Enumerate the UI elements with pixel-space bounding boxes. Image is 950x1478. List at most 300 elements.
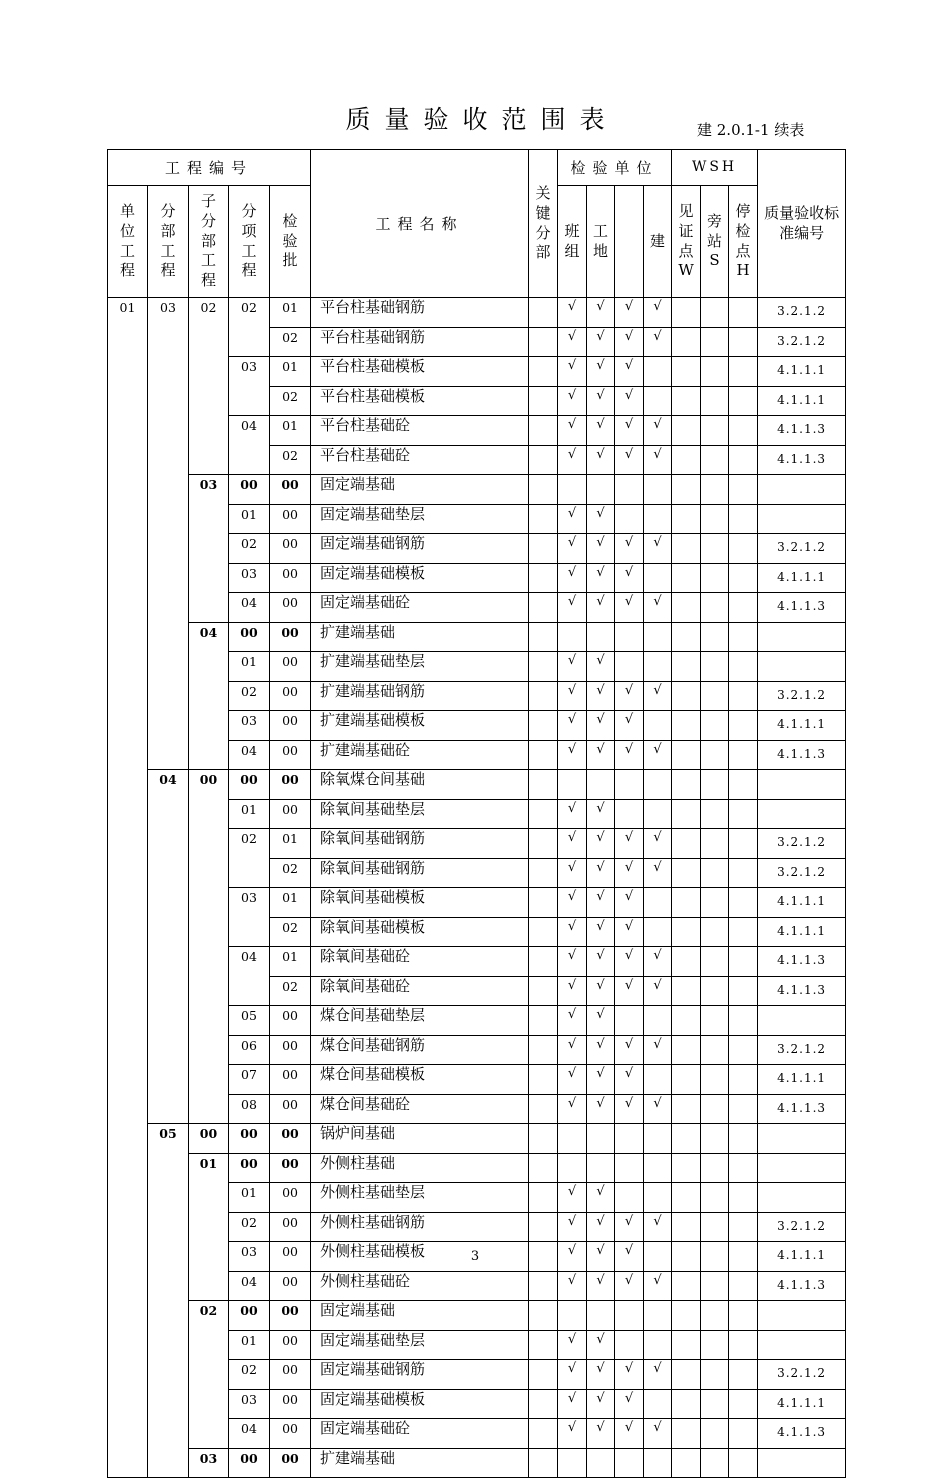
project-name: 外侧柱基础 [311,1153,529,1183]
wsh-h-cell [729,1330,758,1360]
standard-number: 4.1.1.3 [758,416,846,446]
check-mark [644,504,672,534]
wsh-w-cell [672,1419,701,1449]
standard-number: 4.1.1.3 [758,445,846,475]
standard-number: 4.1.1.3 [758,976,846,1006]
check-mark: √ [587,386,615,416]
table-reference: 建 2.0.1-1 续表 [697,121,805,139]
item-code: 03 [229,888,270,947]
key-division-cell [529,740,558,770]
project-name: 外侧柱基础模板 [311,1242,529,1272]
key-division-cell [529,858,558,888]
standard-number: 4.1.1.1 [758,563,846,593]
check-mark [615,1006,644,1036]
header-build: 建 [644,186,672,298]
batch-code: 00 [270,1153,311,1183]
project-name: 固定端基础钢筋 [311,534,529,564]
batch-code: 00 [270,1360,311,1390]
wsh-h-cell [729,357,758,387]
item-code: 02 [229,298,270,357]
batch-code: 00 [270,563,311,593]
batch-code: 00 [270,1389,311,1419]
wsh-s-cell [701,1006,729,1036]
project-name: 平台柱基础钢筋 [311,298,529,328]
check-mark: √ [558,1212,587,1242]
standard-number: 4.1.1.3 [758,1271,846,1301]
header-batch: 检验批 [270,186,311,298]
wsh-s-cell [701,1212,729,1242]
standard-number: 4.1.1.3 [758,1094,846,1124]
wsh-w-cell [672,681,701,711]
batch-code: 00 [270,1419,311,1449]
check-mark: √ [587,858,615,888]
check-mark: √ [644,416,672,446]
wsh-h-cell [729,416,758,446]
header-side-s: 旁站S [701,186,729,298]
wsh-h-cell [729,711,758,741]
project-name: 锅炉间基础 [311,1124,529,1154]
key-division-cell [529,416,558,446]
check-mark: √ [558,445,587,475]
wsh-w-cell [672,829,701,859]
check-mark: √ [615,1212,644,1242]
wsh-s-cell [701,1124,729,1154]
standard-number [758,475,846,505]
project-name: 平台柱基础模板 [311,386,529,416]
standard-number: 4.1.1.1 [758,1389,846,1419]
key-division-cell [529,534,558,564]
standard-number [758,1448,846,1478]
item-code: 00 [229,1448,270,1478]
standard-number: 4.1.1.3 [758,947,846,977]
wsh-w-cell [672,1065,701,1095]
wsh-w-cell [672,1360,701,1390]
check-mark: √ [644,327,672,357]
check-mark: √ [644,1094,672,1124]
key-division-cell [529,1183,558,1213]
key-division-cell [529,445,558,475]
key-division-cell [529,386,558,416]
check-mark: √ [644,858,672,888]
check-mark: √ [644,1360,672,1390]
wsh-s-cell [701,711,729,741]
key-division-cell [529,1448,558,1478]
wsh-s-cell [701,593,729,623]
check-mark: √ [558,1065,587,1095]
check-mark [644,386,672,416]
wsh-h-cell [729,858,758,888]
check-mark [615,770,644,800]
wsh-s-cell [701,1183,729,1213]
check-mark [644,799,672,829]
project-name: 固定端基础砼 [311,593,529,623]
standard-number: 4.1.1.1 [758,888,846,918]
project-name: 固定端基础垫层 [311,1330,529,1360]
page-title: 质量验收范围表 [345,105,619,134]
standard-number: 3.2.1.2 [758,829,846,859]
check-mark: √ [587,1035,615,1065]
subdivision-code: 03 [189,475,229,623]
wsh-w-cell [672,1006,701,1036]
item-code: 00 [229,1301,270,1331]
item-code: 02 [229,1212,270,1242]
check-mark: √ [587,298,615,328]
check-mark: √ [615,327,644,357]
batch-code: 01 [270,829,311,859]
check-mark: √ [558,386,587,416]
check-mark: √ [558,1006,587,1036]
header-key-division: 关键分部 [529,150,558,298]
item-code: 02 [229,1360,270,1390]
item-code: 04 [229,1419,270,1449]
header-subdivision: 子分部工程 [189,186,229,298]
batch-code: 01 [270,298,311,328]
item-code: 04 [229,740,270,770]
project-name: 固定端基础 [311,475,529,505]
wsh-w-cell [672,770,701,800]
standard-number: 4.1.1.1 [758,357,846,387]
check-mark: √ [587,534,615,564]
check-mark [644,711,672,741]
batch-code: 00 [270,504,311,534]
key-division-cell [529,1271,558,1301]
check-mark [644,1389,672,1419]
check-mark [644,888,672,918]
unit-code: 01 [108,298,148,1478]
header-wsh: WSH [672,150,758,186]
subdivision-code: 02 [189,298,229,475]
wsh-h-cell [729,1006,758,1036]
key-division-cell [529,652,558,682]
item-code: 01 [229,1183,270,1213]
check-mark: √ [587,976,615,1006]
header-blank [615,186,644,298]
item-code: 04 [229,947,270,1006]
key-division-cell [529,1330,558,1360]
check-mark: √ [615,1065,644,1095]
item-code: 00 [229,1124,270,1154]
wsh-w-cell [672,563,701,593]
project-name: 平台柱基础砼 [311,445,529,475]
check-mark: √ [558,1419,587,1449]
wsh-w-cell [672,1124,701,1154]
wsh-w-cell [672,1448,701,1478]
item-code: 04 [229,1271,270,1301]
item-code: 00 [229,622,270,652]
check-mark [644,1330,672,1360]
check-mark: √ [587,1360,615,1390]
batch-code: 00 [270,1183,311,1213]
standard-number [758,1153,846,1183]
item-code: 03 [229,357,270,416]
standard-number: 4.1.1.3 [758,593,846,623]
project-name: 固定端基础砼 [311,1419,529,1449]
wsh-s-cell [701,858,729,888]
wsh-s-cell [701,1301,729,1331]
standard-number [758,1183,846,1213]
project-name: 除氧间基础砼 [311,947,529,977]
header-standard-number: 质量验收标准编号 [758,150,846,298]
batch-code: 00 [270,1271,311,1301]
check-mark: √ [587,681,615,711]
check-mark [615,1183,644,1213]
wsh-h-cell [729,1419,758,1449]
standard-number: 3.2.1.2 [758,1212,846,1242]
check-mark: √ [587,1006,615,1036]
subdivision-code: 04 [189,622,229,770]
check-mark: √ [587,1212,615,1242]
key-division-cell [529,1389,558,1419]
check-mark: √ [587,1419,615,1449]
check-mark [644,1153,672,1183]
project-name: 扩建端基础模板 [311,711,529,741]
wsh-s-cell [701,681,729,711]
check-mark [644,563,672,593]
key-division-cell [529,1419,558,1449]
wsh-s-cell [701,386,729,416]
batch-code: 02 [270,858,311,888]
check-mark: √ [587,563,615,593]
key-division-cell [529,770,558,800]
check-mark: √ [644,1035,672,1065]
check-mark [644,622,672,652]
wsh-s-cell [701,475,729,505]
wsh-s-cell [701,416,729,446]
standard-number: 3.2.1.2 [758,534,846,564]
header-site: 工地 [587,186,615,298]
check-mark: √ [644,445,672,475]
item-code: 02 [229,829,270,888]
standard-number: 3.2.1.2 [758,1035,846,1065]
check-mark: √ [587,1065,615,1095]
standard-number: 3.2.1.2 [758,681,846,711]
item-code: 05 [229,1006,270,1036]
check-mark: √ [558,711,587,741]
project-name: 固定端基础模板 [311,563,529,593]
check-mark [615,652,644,682]
wsh-h-cell [729,504,758,534]
table-row [108,1448,846,1478]
wsh-w-cell [672,534,701,564]
wsh-w-cell [672,740,701,770]
check-mark: √ [587,1094,615,1124]
division-code: 03 [148,298,189,770]
wsh-w-cell [672,357,701,387]
check-mark: √ [558,917,587,947]
check-mark [644,1124,672,1154]
item-code: 00 [229,770,270,800]
check-mark: √ [558,1330,587,1360]
wsh-h-cell [729,622,758,652]
check-mark: √ [558,563,587,593]
wsh-w-cell [672,799,701,829]
batch-code: 02 [270,917,311,947]
wsh-s-cell [701,1330,729,1360]
wsh-w-cell [672,976,701,1006]
subdivision-code: 02 [189,1301,229,1449]
check-mark: √ [615,888,644,918]
project-name: 煤仓间基础垫层 [311,1006,529,1036]
wsh-h-cell [729,1065,758,1095]
project-name: 扩建端基础 [311,622,529,652]
key-division-cell [529,1301,558,1331]
batch-code: 00 [270,770,311,800]
project-name: 除氧间基础钢筋 [311,858,529,888]
check-mark [644,1183,672,1213]
wsh-w-cell [672,1389,701,1419]
check-mark [615,1448,644,1478]
item-code: 03 [229,1389,270,1419]
project-name: 煤仓间基础砼 [311,1094,529,1124]
check-mark: √ [558,858,587,888]
check-mark: √ [644,1212,672,1242]
wsh-s-cell [701,563,729,593]
table-row [108,1301,846,1331]
standard-number [758,1006,846,1036]
check-mark: √ [558,740,587,770]
check-mark: √ [644,1419,672,1449]
key-division-cell [529,1360,558,1390]
header-unit: 单位工程 [108,186,148,298]
item-code: 01 [229,1330,270,1360]
wsh-w-cell [672,327,701,357]
batch-code: 02 [270,445,311,475]
check-mark: √ [587,1389,615,1419]
wsh-h-cell [729,1301,758,1331]
header-witness-w: 见证点W [672,186,701,298]
check-mark: √ [615,357,644,387]
wsh-s-cell [701,445,729,475]
batch-code: 00 [270,681,311,711]
check-mark: √ [558,1094,587,1124]
project-name: 除氧煤仓间基础 [311,770,529,800]
check-mark: √ [558,947,587,977]
check-mark: √ [587,504,615,534]
item-code: 04 [229,593,270,623]
standard-number [758,652,846,682]
table-row [108,622,846,652]
wsh-h-cell [729,1448,758,1478]
batch-code: 00 [270,1065,311,1095]
wsh-w-cell [672,622,701,652]
wsh-w-cell [672,416,701,446]
key-division-cell [529,298,558,328]
check-mark: √ [644,298,672,328]
item-code: 03 [229,711,270,741]
wsh-s-cell [701,1065,729,1095]
check-mark: √ [644,976,672,1006]
wsh-s-cell [701,504,729,534]
wsh-h-cell [729,917,758,947]
key-division-cell [529,327,558,357]
wsh-h-cell [729,947,758,977]
check-mark: √ [615,534,644,564]
standard-number: 4.1.1.1 [758,917,846,947]
wsh-w-cell [672,475,701,505]
check-mark [615,799,644,829]
check-mark [644,652,672,682]
project-name: 除氧间基础模板 [311,888,529,918]
standard-number: 4.1.1.1 [758,711,846,741]
wsh-s-cell [701,1153,729,1183]
check-mark: √ [615,1419,644,1449]
division-code: 05 [148,1124,189,1478]
wsh-h-cell [729,652,758,682]
division-code: 04 [148,770,189,1124]
key-division-cell [529,976,558,1006]
check-mark: √ [615,829,644,859]
check-mark: √ [558,534,587,564]
project-name: 平台柱基础砼 [311,416,529,446]
check-mark [644,475,672,505]
batch-code: 00 [270,1448,311,1478]
project-name: 扩建端基础垫层 [311,652,529,682]
table-row [108,1124,846,1154]
wsh-h-cell [729,1094,758,1124]
wsh-w-cell [672,947,701,977]
wsh-s-cell [701,1419,729,1449]
check-mark: √ [587,327,615,357]
check-mark [615,475,644,505]
check-mark: √ [615,917,644,947]
project-name: 固定端基础垫层 [311,504,529,534]
item-code: 07 [229,1065,270,1095]
check-mark: √ [558,829,587,859]
batch-code: 02 [270,386,311,416]
wsh-s-cell [701,1389,729,1419]
standard-number: 4.1.1.1 [758,1065,846,1095]
batch-code: 01 [270,888,311,918]
wsh-h-cell [729,1271,758,1301]
wsh-w-cell [672,1094,701,1124]
check-mark: √ [587,829,615,859]
wsh-w-cell [672,298,701,328]
check-mark [587,1301,615,1331]
key-division-cell [529,917,558,947]
check-mark: √ [558,504,587,534]
check-mark [558,1448,587,1478]
check-mark: √ [615,593,644,623]
check-mark: √ [558,1035,587,1065]
key-division-cell [529,829,558,859]
check-mark: √ [615,1360,644,1390]
check-mark: √ [615,947,644,977]
check-mark: √ [558,357,587,387]
check-mark: √ [558,652,587,682]
item-code: 06 [229,1035,270,1065]
check-mark: √ [587,888,615,918]
check-mark [644,1301,672,1331]
wsh-w-cell [672,1271,701,1301]
standard-number [758,770,846,800]
item-code: 04 [229,416,270,475]
check-mark: √ [587,740,615,770]
batch-code: 00 [270,1330,311,1360]
check-mark: √ [558,1271,587,1301]
batch-code: 00 [270,593,311,623]
batch-code: 00 [270,1035,311,1065]
batch-code: 00 [270,799,311,829]
table-row [108,475,846,505]
project-name: 煤仓间基础模板 [311,1065,529,1095]
header-project-code: 工程编号 [108,150,311,186]
batch-code: 00 [270,1212,311,1242]
batch-code: 00 [270,1242,311,1272]
check-mark: √ [558,681,587,711]
wsh-w-cell [672,711,701,741]
check-mark: √ [615,563,644,593]
wsh-h-cell [729,681,758,711]
